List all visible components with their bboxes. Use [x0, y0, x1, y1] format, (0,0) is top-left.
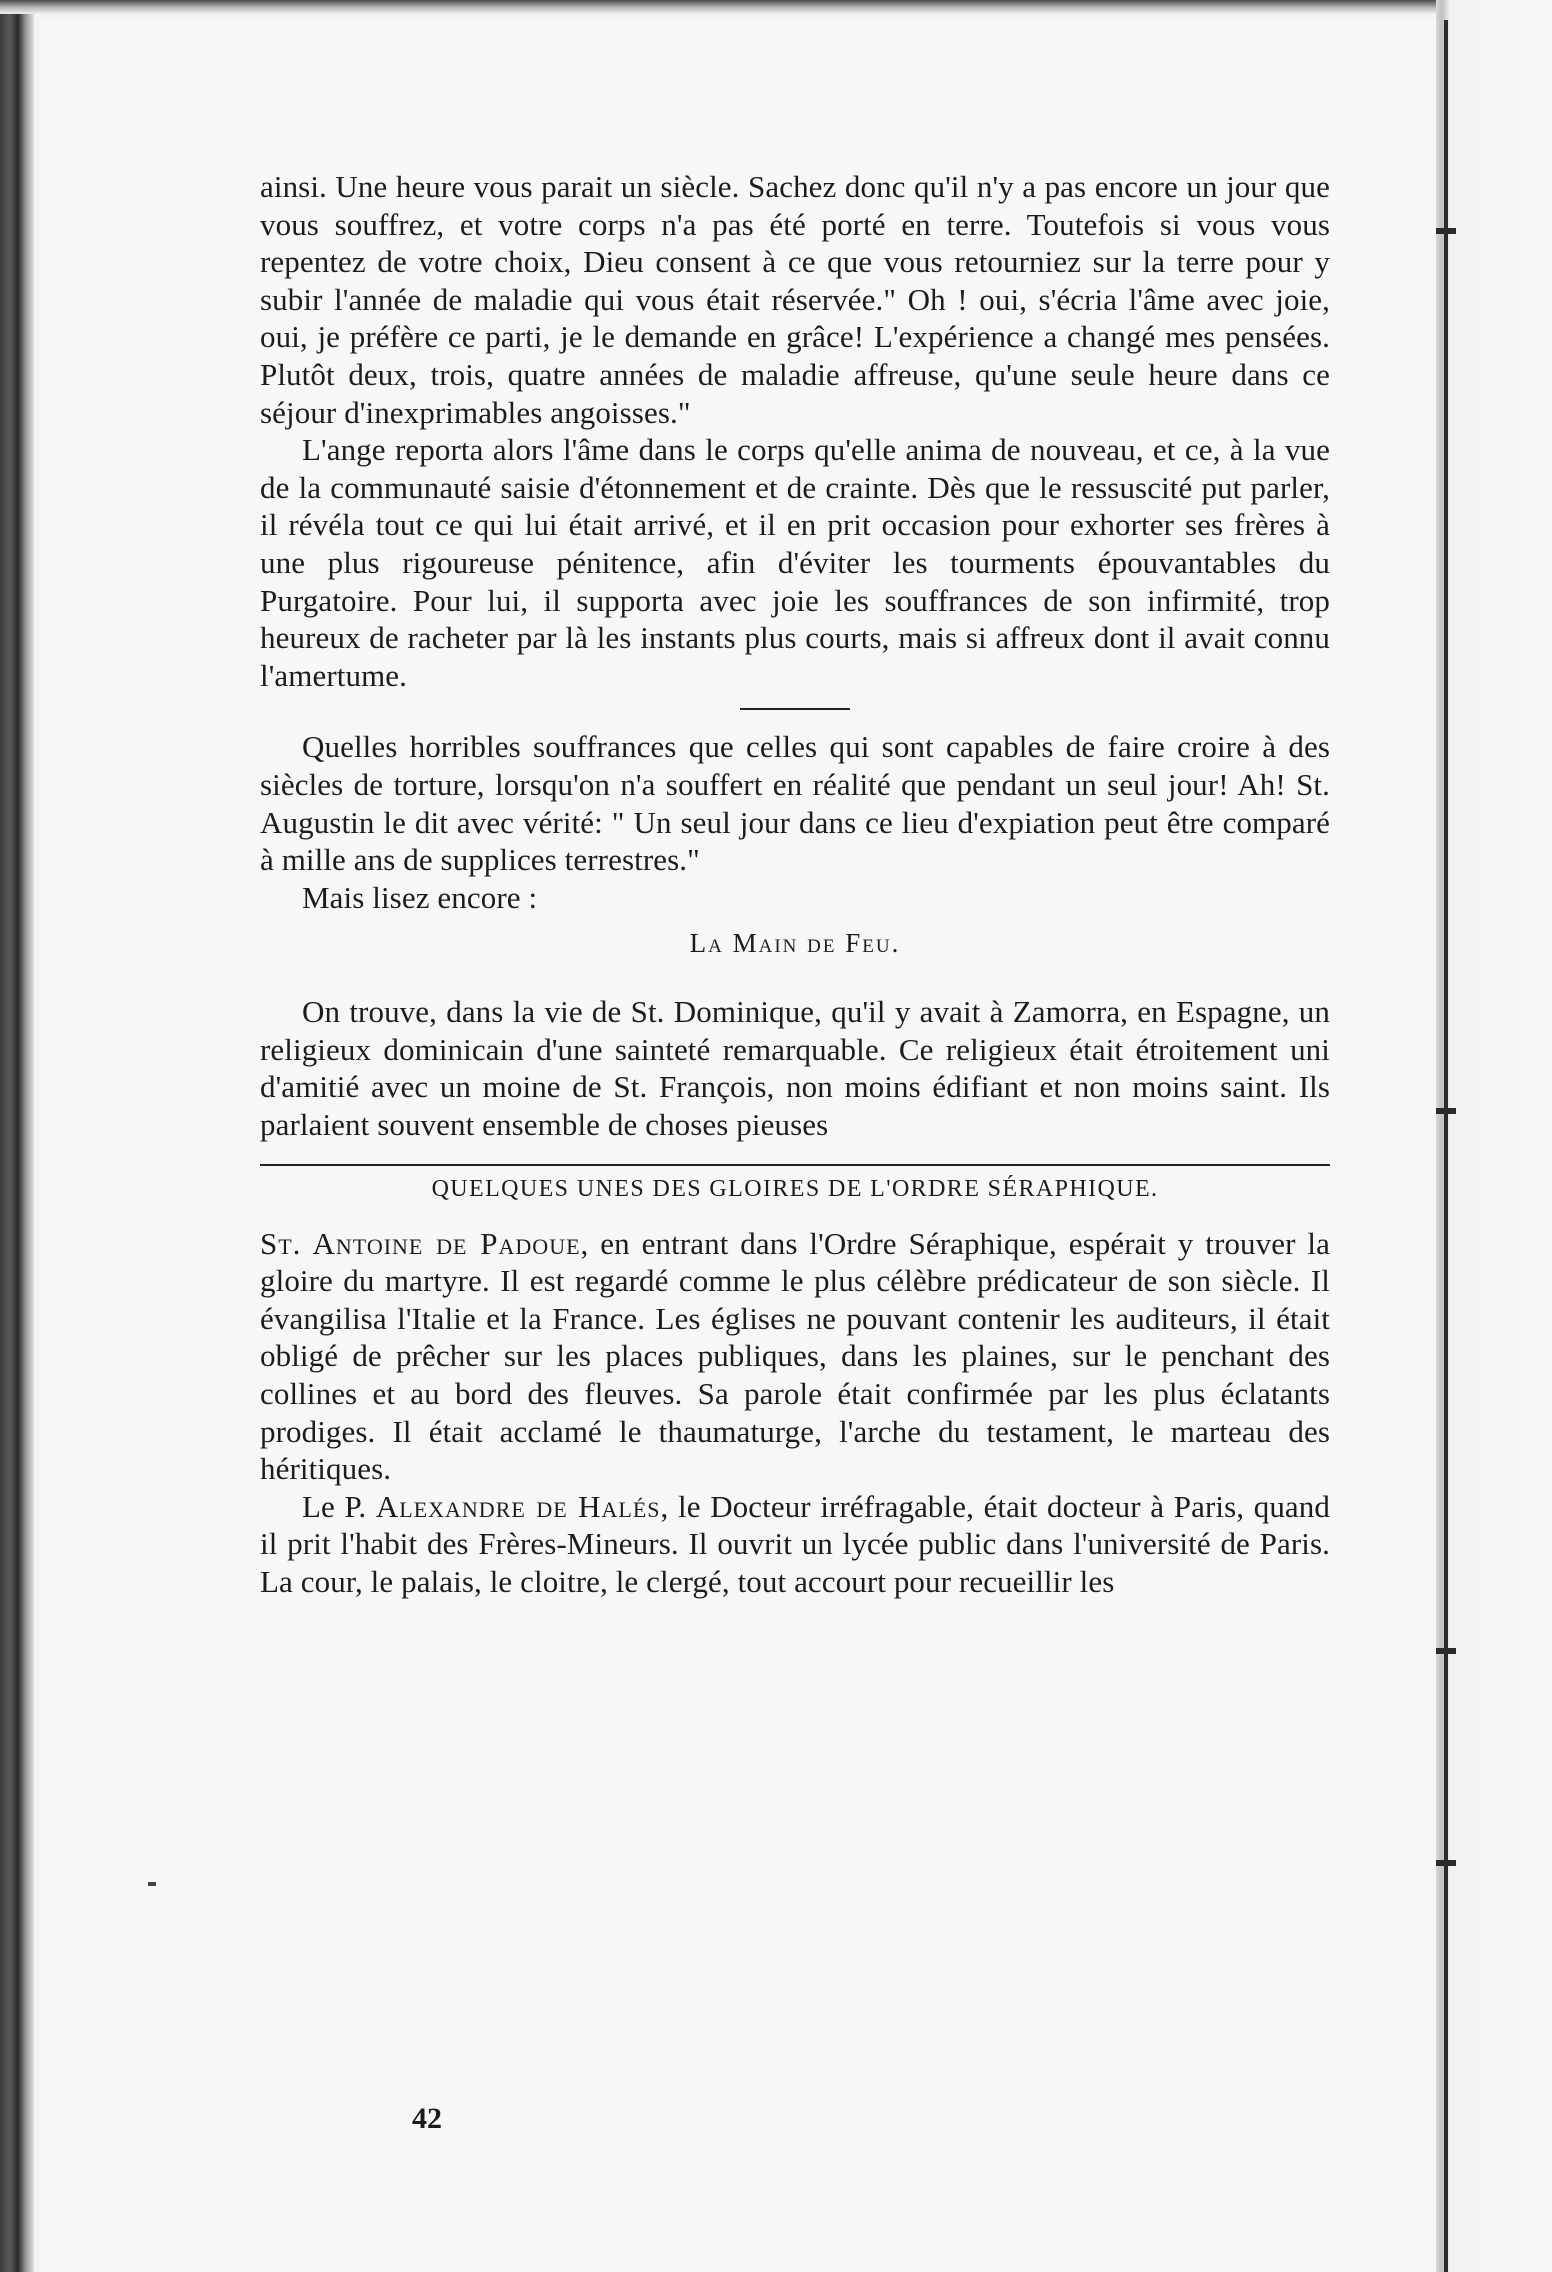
scan-top-edge: [0, 0, 1552, 14]
name-prefix: Le P.: [302, 1488, 376, 1524]
person-name: St. Antoine de Padoue: [260, 1225, 581, 1261]
footnote-text: , en entrant dans l'Ordre Séraphique, espérait y trouver la gloire du martyre. Il est regardé comme le plus célèbre prédicateur de son siècle. Il évangilisa l'Italie et la France. Les églises ne pouvant contenir les auditeurs, il était obligé de prêcher sur les places publiques, dans les plaines, sur le penchant des collines et au bord des fleuves. Sa parole était confirmée par les plus éclatants prodiges. Il était acclamé le thaumaturge, l'arche du testament, le marteau des héritiques.: [260, 1225, 1330, 1487]
footnote-text: , le Docteur irréfragable, était docteur à Paris, quand il prit l'habit des Frères-Mineurs. Il ouvrit un lycée public dans l'université de Paris. La cour, le palais, le cloitre, le clergé, tout accourt pour recueillir les: [260, 1488, 1330, 1599]
adjacent-page-rule: [1444, 20, 1448, 2272]
paragraph: Quelles horribles souffrances que celles qui sont capables de faire croire à des siècles de torture, lorsqu'on n'a souffert en réalité que pendant un seul jour! Ah! St. Augustin le dit avec vérité: " Un seul jour dans ce lieu d'expiation peut être comparé à mille ans de supplices terrestres.": [260, 729, 1330, 878]
paragraph: ainsi. Une heure vous parait un siècle. Sachez donc qu'il n'y a pas encore un jour que vous souffrez, et votre corps n'a pas été porté en terre. Toutefois si vous vous repentez de votre choix, Dieu consent à ce que vous retourniez sur la terre pour y subir l'année de maladie qui vous était réservée." Oh ! oui, s'écria l'âme avec joie, oui, je préfère ce parti, je le demande en grâce! L'expérience a changé mes pensées. Plutôt deux, trois, quatre années de maladie affreuse, qu'une seule heure dans ce séjour d'inexprimables angoisses.": [260, 169, 1330, 430]
adjacent-page-tick: [1436, 228, 1456, 234]
footnote-divider: [260, 1164, 1330, 1166]
footnote-title: QUELQUES UNES DES GLOIRES DE L'ORDRE SÉRAPHIQUE.: [431, 1175, 1159, 1202]
adjacent-page-tick: [1436, 1108, 1456, 1114]
adjacent-page-tick: [1436, 1860, 1456, 1866]
body-text: [260, 168, 1330, 1601]
adjacent-page-tick: [1436, 1648, 1456, 1654]
book-spine-edge: [0, 0, 34, 2272]
paragraph: Mais lisez encore :: [302, 879, 538, 915]
footnote-paragraph: [260, 1488, 1330, 1601]
adjacent-page-edge: [1436, 0, 1552, 2272]
scan-speck: [148, 1882, 156, 1886]
section-separator: [740, 708, 850, 710]
footnote-paragraph: [260, 1225, 1330, 1488]
paragraph: On trouve, dans la vie de St. Dominique, qu'il y avait à Zamorra, en Espagne, un religieux dominicain d'une sainteté remarquable. Ce religieux était étroitement uni d'amitié avec un moine de St. François, non moins édifiant et non moins saint. Ils parlaient souvent ensemble de choses pieuses: [260, 994, 1330, 1143]
page-number: 42: [412, 2102, 442, 2135]
person-name: Alexandre de Halés: [375, 1488, 661, 1524]
paragraph: L'ange reporta alors l'âme dans le corps qu'elle anima de nouveau, et ce, à la vue de la communauté saisie d'étonnement et de crainte. Dès que le ressuscité put parler, il révéla tout ce qui lui était arrivé, et il en prit occasion pour exhorter ses frères à une plus rigoureuse pénitence, afin d'éviter les tourments épouvantables du Purgatoire. Pour lui, il supporta avec joie les souffrances de son infirmité, trop heureux de racheter par là les instants plus courts, mais si affreux dont il avait connu l'amertume.: [260, 432, 1330, 693]
section-heading: La Main de Feu.: [689, 928, 901, 959]
